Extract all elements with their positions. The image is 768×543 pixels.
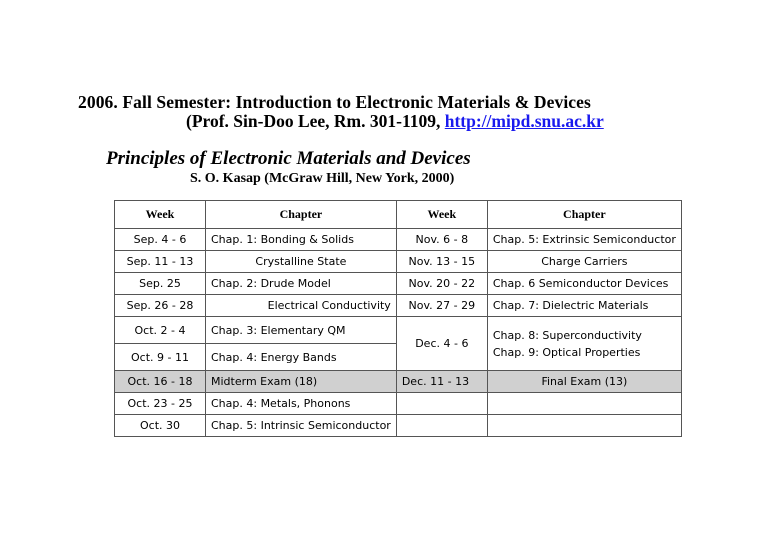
course-website-link[interactable]: http://mipd.snu.ac.kr (444, 111, 604, 131)
week-cell: Sep. 4 - 6 (115, 229, 206, 251)
chapter-line: Chap. 8: Superconductivity (492, 328, 642, 342)
table-row (115, 295, 682, 317)
chapter-cell: Charge Carriers (487, 251, 681, 273)
week-cell: Nov. 20 - 22 (396, 273, 487, 295)
header-week-2: Week (396, 201, 487, 229)
chapter-cell (487, 393, 681, 415)
header-chapter-2: Chapter (487, 201, 681, 229)
table-row (115, 229, 682, 251)
table-row (115, 251, 682, 273)
chapter-cell: Chap. 5: Intrinsic Semiconductor (206, 415, 397, 437)
course-instructor-line (186, 111, 604, 132)
week-cell: Sep. 11 - 13 (115, 251, 206, 273)
chapter-cell: Chap. 2: Drude Model (206, 273, 397, 295)
chapter-cell: Chap. 4: Energy Bands (206, 344, 397, 371)
week-cell: Oct. 23 - 25 (115, 393, 206, 415)
week-cell: Nov. 13 - 15 (396, 251, 487, 273)
chapter-cell: Chap. 5: Extrinsic Semiconductor (487, 229, 681, 251)
course-title: 2006. Fall Semester: Introduction to Electronic Materials & Devices (78, 92, 591, 112)
chapter-cell: Midterm Exam (18) (206, 371, 397, 393)
week-cell: Dec. 4 - 6 (396, 317, 487, 371)
instructor-info: (Prof. Sin-Doo Lee, Rm. 301-1109, (186, 111, 441, 131)
week-cell: Dec. 11 - 13 (396, 371, 487, 393)
week-cell: Oct. 16 - 18 (115, 371, 206, 393)
table-row (115, 317, 682, 344)
week-cell: Sep. 26 - 28 (115, 295, 206, 317)
header-week-1: Week (115, 201, 206, 229)
chapter-cell: Chap. 3: Elementary QM (206, 317, 397, 344)
chapter-cell: Crystalline State (206, 251, 397, 273)
table-row (115, 415, 682, 437)
week-cell (396, 415, 487, 437)
header-chapter-1: Chapter (206, 201, 397, 229)
week-cell: Nov. 6 - 8 (396, 229, 487, 251)
schedule-table (114, 200, 682, 437)
chapter-cell (487, 415, 681, 437)
week-cell: Oct. 30 (115, 415, 206, 437)
week-cell: Oct. 9 - 11 (115, 344, 206, 371)
chapter-cell: Electrical Conductivity (206, 295, 397, 317)
week-cell: Nov. 27 - 29 (396, 295, 487, 317)
chapter-cell (487, 317, 681, 371)
table-row (115, 273, 682, 295)
chapter-line: Chap. 9: Optical Properties (492, 345, 641, 359)
chapter-cell: Chap. 6 Semiconductor Devices (487, 273, 681, 295)
table-row (115, 371, 682, 393)
textbook-author: S. O. Kasap (McGraw Hill, New York, 2000) (190, 171, 455, 186)
week-cell (396, 393, 487, 415)
chapter-cell: Chap. 1: Bonding & Solids (206, 229, 397, 251)
chapter-cell: Chap. 7: Dielectric Materials (487, 295, 681, 317)
week-cell: Oct. 2 - 4 (115, 317, 206, 344)
chapter-cell: Final Exam (13) (487, 371, 681, 393)
week-cell: Sep. 25 (115, 273, 206, 295)
table-header-row (115, 201, 682, 229)
chapter-cell: Chap. 4: Metals, Phonons (206, 393, 397, 415)
table-row (115, 393, 682, 415)
textbook-title: Principles of Electronic Materials and Devices (106, 148, 471, 169)
